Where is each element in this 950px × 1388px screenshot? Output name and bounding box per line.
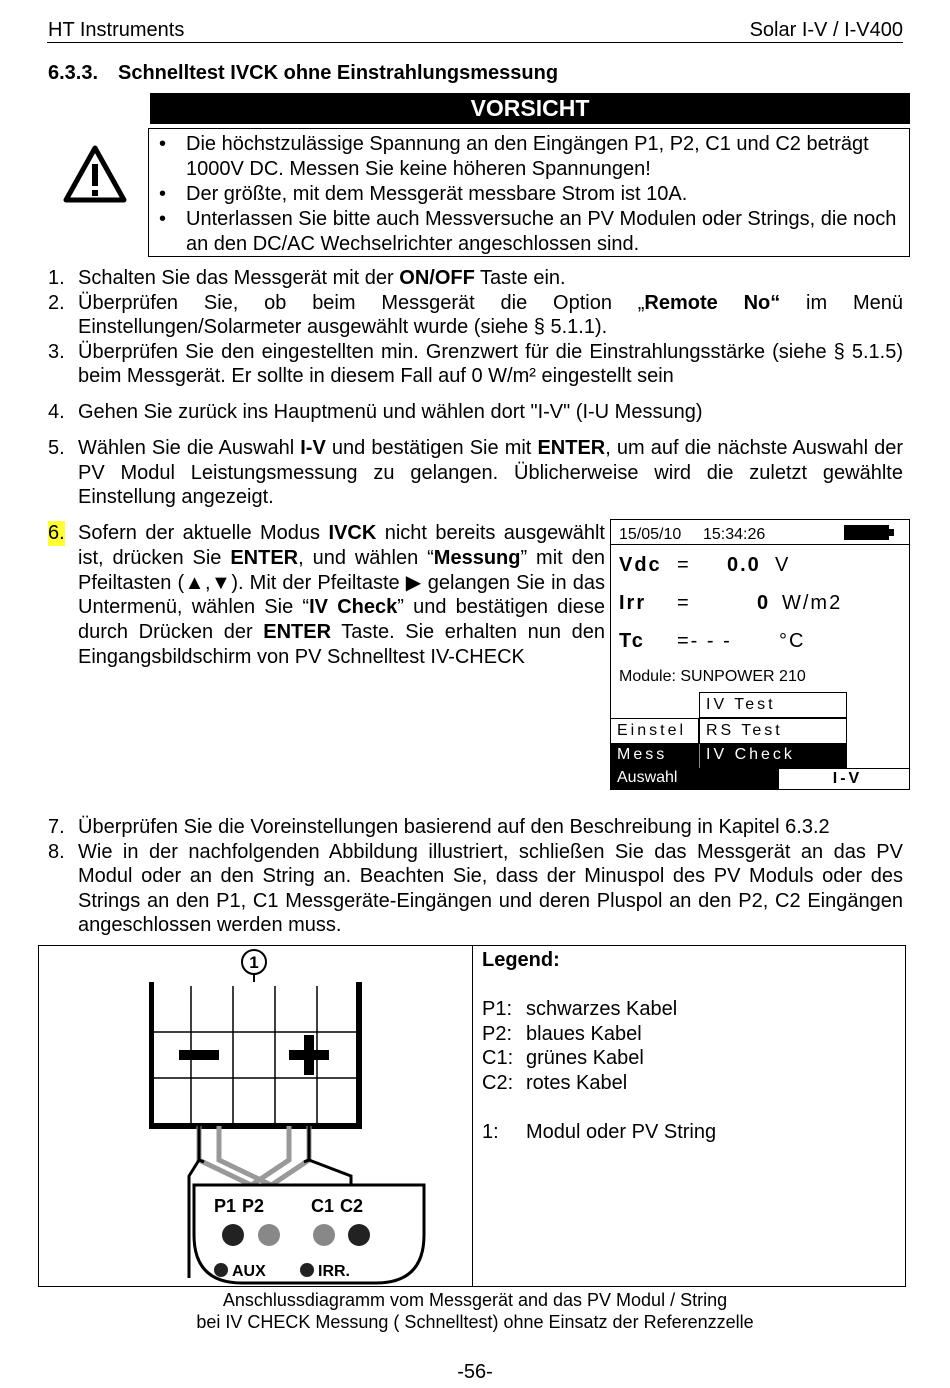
lcd-date: 15/05/10	[619, 526, 682, 543]
connection-diagram-table	[38, 945, 906, 1287]
caution-box	[148, 128, 910, 257]
section-number: 6.3.3.	[48, 62, 99, 84]
step-5: 5. Wählen Sie die Auswahl I-V und bestätigen Sie mit ENTER, um auf die nächste Auswahl der PV Modul Leistungsmessung zu gelangen. Üblicherweise wird die zuletzt gewählte Einstellung angezeigt.	[48, 437, 903, 508]
page-number: -56-	[457, 1361, 493, 1383]
marker-number: 1	[249, 953, 259, 972]
table-divider	[472, 946, 473, 1286]
legend	[482, 948, 716, 1144]
lcd-menu-iv-test: IV Test	[699, 692, 847, 718]
lcd-menu-auswahl: Auswahl	[611, 768, 779, 790]
legend-row: C2: rotes Kabel	[482, 1071, 628, 1094]
instrument-lcd-screen	[610, 519, 910, 790]
port-label-c2: C2	[340, 1196, 364, 1216]
lcd-menu-mess: Mess	[611, 744, 699, 768]
steps-1-3	[48, 266, 903, 389]
header-manufacturer: HT Instruments	[48, 19, 185, 41]
port-label-c1: C1	[311, 1196, 335, 1216]
caption-line-2: bei IV CHECK Messung ( Schnelltest) ohne Einsatz der Referenzzelle	[196, 1312, 754, 1332]
irr-label: IRR.	[318, 1263, 350, 1280]
header-rule	[47, 42, 903, 43]
lcd-menu-einstel: Einstel	[611, 718, 699, 744]
steps-7-8	[48, 815, 903, 938]
legend-row: C1: grünes Kabel	[482, 1047, 644, 1069]
minus-sign	[179, 1050, 219, 1060]
caution-item: • Der größte, mit dem Messgerät messbare Strom ist 10A.	[149, 182, 909, 207]
figure-caption	[0, 1289, 950, 1333]
section-title-text: Schnelltest IVCK ohne Einstrahlungsmessung	[118, 62, 559, 84]
port-label-p2: P2	[242, 1196, 265, 1216]
lcd-tc-row: Tc =- - - °C	[619, 630, 806, 652]
header-product: Solar I-V / I-V400	[749, 19, 903, 41]
caption-line-1: Anschlussdiagramm vom Messgerät and das PV Modul / String	[222, 1290, 728, 1310]
step-1: 1. Schalten Sie das Messgerät mit der ON/OFF Taste ein.	[48, 267, 566, 289]
lcd-menu-iv-check: IV Check	[699, 744, 847, 768]
legend-title: Legend:	[482, 949, 560, 971]
battery-tip	[889, 529, 894, 536]
section-title	[48, 61, 558, 86]
step-8: 8. Wie in der nachfolgenden Abbildung illustriert, schließen Sie das Messgerät an das PV Modul oder an den String an. Beachten Sie, dass der Minuspol des PV Moduls oder des Strings an den P1, C1 Messgeräte-Eingängen und deren Pluspol an den P2, C2 Eingängen angeschlossen werden muss.	[48, 840, 903, 936]
warning-triangle-icon	[62, 144, 128, 204]
step-2: 2. Überprüfen Sie, ob beim Messgerät die Option „Remote No“ im Menü Einstellungen/Solarmeter ausgewählt wurde (siehe § 5.1.1).	[48, 291, 903, 338]
steps-5	[48, 436, 903, 510]
lcd-vdc-row: Vdc = 0.0 V	[619, 554, 791, 576]
legend-row-module: 1: Modul oder PV String	[482, 1120, 717, 1143]
lcd-separator	[611, 544, 909, 545]
aux-label: AUX	[232, 1263, 266, 1280]
step-3: 3. Überprüfen Sie den eingestellten min. Grenzwert für die Einstrahlungsstärke (siehe § 5.1.5) beim Messgerät. Er sollte in diesem Fall auf 0 W/m² eingestellt sein	[48, 340, 903, 387]
steps-4	[48, 400, 903, 425]
lcd-time: 15:34:26	[703, 526, 766, 543]
step-6: 6. Sofern der aktuelle Modus IVCK nicht bereits ausgewählt ist, drücken Sie ENTER, und wählen “Messung” mit den Pfeiltasten (▲,▼). Mit der Pfeiltaste ▶ gelangen Sie in das Untermenü, wählen Sie “IV Check” und bestätigen diese durch Drücken der ENTER Taste. Sie erhalten nun den Eingangsbildschirm von PV Schnelltest IV-CHECK	[48, 522, 606, 668]
lcd-menu-rs-test: RS Test	[699, 718, 847, 744]
step-7: 7. Überprüfen Sie die Voreinstellungen basierend auf den Beschreibung in Kapitel 6.3.2	[48, 816, 830, 838]
instrument-device	[191, 1180, 474, 1287]
lcd-irr-row: Irr = 0 W/m2	[619, 592, 843, 614]
step-4: 4. Gehen Sie zurück ins Hauptmenü und wählen dort "I-V" (I-U Messung)	[48, 401, 703, 423]
lcd-menu-iv: I-V	[779, 768, 910, 790]
caution-title: VORSICHT	[150, 93, 910, 124]
battery-icon	[844, 525, 889, 540]
legend-row: P2: blaues Kabel	[482, 1022, 642, 1045]
legend-row: P1: schwarzes Kabel	[482, 998, 678, 1020]
caution-item: • Unterlassen Sie bitte auch Messversuche an PV Modulen oder Strings, die noch an den DC/AC Wechselrichter angeschlossen sind.	[149, 207, 909, 257]
lcd-module: Module: SUNPOWER 210	[619, 668, 806, 685]
port-label-p1: P1	[214, 1196, 237, 1216]
caution-item: • Die höchstzulässige Spannung an den Eingängen P1, P2, C1 und C2 beträgt 1000V DC. Messen Sie keine höheren Spannungen!	[149, 132, 909, 182]
